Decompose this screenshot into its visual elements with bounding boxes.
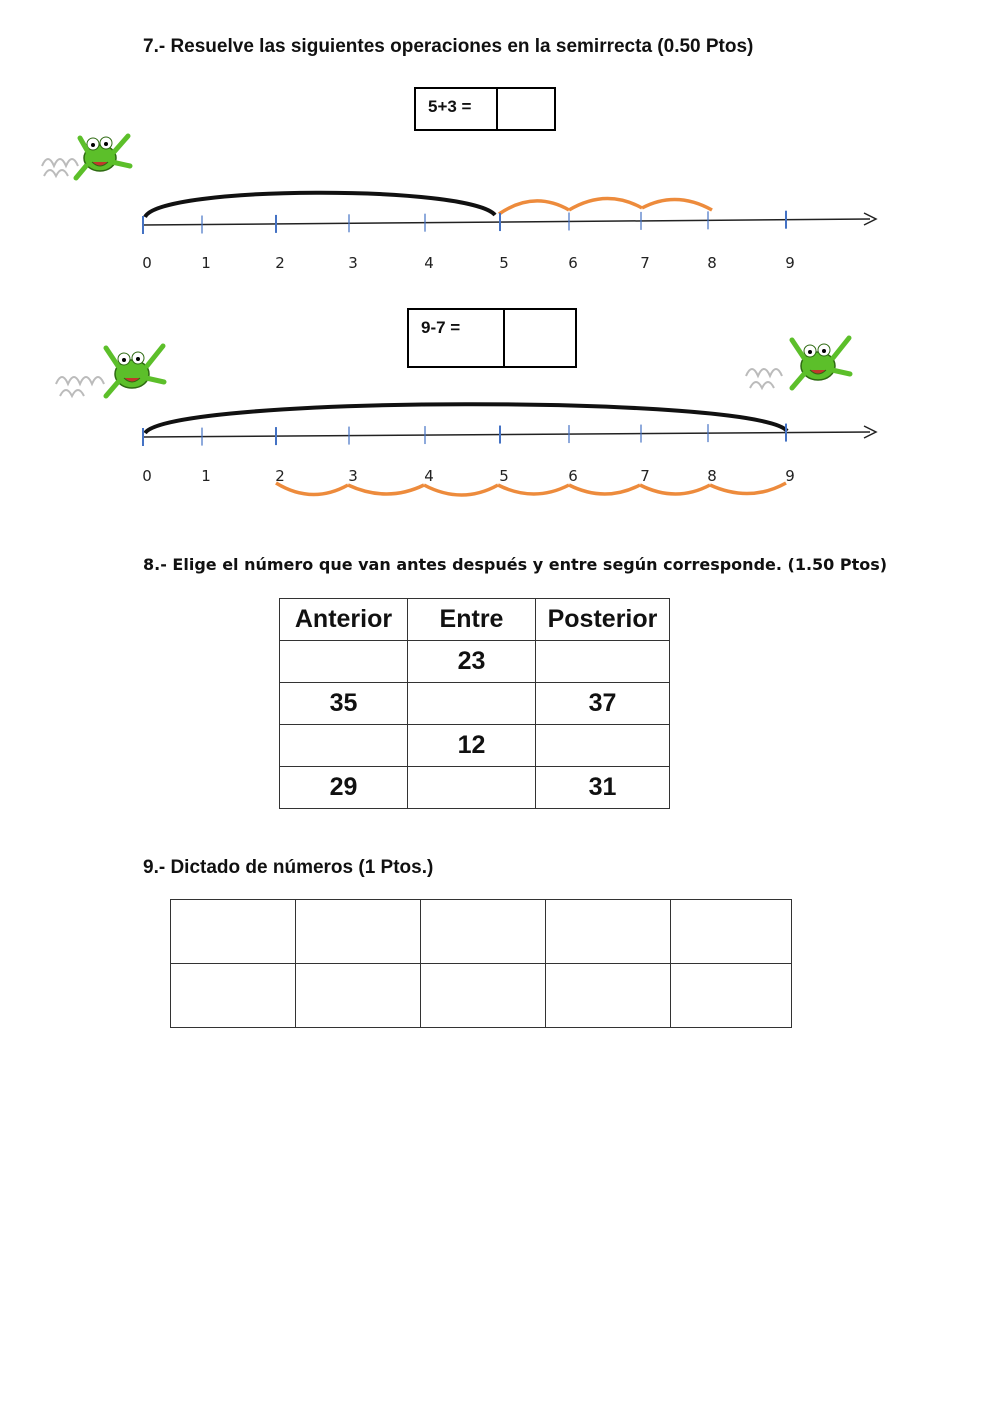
dictation-cell[interactable] bbox=[421, 900, 546, 964]
dictation-cell[interactable] bbox=[171, 900, 296, 964]
frog-icon bbox=[740, 326, 860, 396]
table-cell: 35 bbox=[280, 683, 408, 725]
dictation-table bbox=[170, 899, 792, 1028]
hop-arc bbox=[569, 485, 640, 494]
table-row bbox=[280, 725, 670, 767]
table-row bbox=[280, 641, 670, 683]
tick-label: 0 bbox=[142, 254, 152, 272]
table-cell[interactable] bbox=[280, 725, 408, 767]
tick-label: 4 bbox=[424, 254, 434, 272]
tick-label: 8 bbox=[707, 467, 717, 485]
tick-label: 3 bbox=[348, 467, 358, 485]
number-line-1 bbox=[0, 180, 1000, 280]
jump-arc-0-to-9 bbox=[145, 404, 787, 433]
tick-label: 9 bbox=[785, 467, 795, 485]
table-cell: 12 bbox=[408, 725, 536, 767]
operation-1-answer-box[interactable] bbox=[496, 87, 556, 131]
tick-label: 8 bbox=[707, 254, 717, 272]
dictation-cell[interactable] bbox=[421, 964, 546, 1028]
header-anterior: Anterior bbox=[280, 599, 408, 641]
section-7-title: 7.- Resuelve las siguientes operaciones en la semirrecta (0.50 Ptos) bbox=[143, 36, 754, 57]
tick-label: 2 bbox=[275, 254, 285, 272]
tick-label: 1 bbox=[201, 467, 211, 485]
dictation-cell[interactable] bbox=[296, 900, 421, 964]
before-after-table bbox=[279, 598, 670, 809]
dictation-cell[interactable] bbox=[546, 964, 671, 1028]
section-8-title: 8.- Elige el número que van antes después y entre según corresponde. (1.50 Ptos) bbox=[143, 555, 888, 574]
section-9-title: 9.- Dictado de números (1 Ptos.) bbox=[143, 857, 434, 878]
tick-label: 7 bbox=[640, 254, 650, 272]
table-cell: 23 bbox=[408, 641, 536, 683]
hop-arc bbox=[642, 199, 712, 210]
table-row bbox=[280, 767, 670, 809]
header-posterior: Posterior bbox=[536, 599, 670, 641]
header-entre: Entre bbox=[408, 599, 536, 641]
hop-arc bbox=[424, 485, 498, 495]
number-line-axis bbox=[143, 219, 870, 225]
table-row bbox=[171, 900, 792, 964]
hop-arcs bbox=[499, 198, 712, 214]
tick-label: 5 bbox=[499, 254, 509, 272]
tick-label: 0 bbox=[142, 467, 152, 485]
tick-label: 2 bbox=[275, 467, 285, 485]
number-line-axis bbox=[143, 432, 870, 437]
hop-arc bbox=[276, 483, 348, 495]
table-cell[interactable] bbox=[536, 725, 670, 767]
table-row bbox=[171, 964, 792, 1028]
dictation-cell[interactable] bbox=[171, 964, 296, 1028]
operation-box-2 bbox=[407, 308, 577, 368]
dictation-cell[interactable] bbox=[296, 964, 421, 1028]
tick-label: 6 bbox=[568, 467, 578, 485]
hop-arc bbox=[640, 485, 710, 494]
table-cell: 29 bbox=[280, 767, 408, 809]
tick-label: 9 bbox=[785, 254, 795, 272]
tick-label: 1 bbox=[201, 254, 211, 272]
tick-label: 6 bbox=[568, 254, 578, 272]
frog-icon bbox=[50, 334, 170, 404]
operation-2-answer-box[interactable] bbox=[503, 308, 577, 368]
tick-label: 4 bbox=[424, 467, 434, 485]
table-cell[interactable] bbox=[536, 641, 670, 683]
operation-2-expression: 9-7 = bbox=[421, 318, 461, 337]
dictation-cell[interactable] bbox=[671, 900, 792, 964]
table-row bbox=[280, 683, 670, 725]
operation-1-expression: 5+3 = bbox=[428, 97, 472, 116]
dictation-cell[interactable] bbox=[671, 964, 792, 1028]
jump-arc-0-to-5 bbox=[145, 193, 495, 217]
hop-arc bbox=[710, 483, 786, 494]
table-cell: 31 bbox=[536, 767, 670, 809]
table-cell[interactable] bbox=[280, 641, 408, 683]
table-cell[interactable] bbox=[408, 767, 536, 809]
tick-label: 7 bbox=[640, 467, 650, 485]
frog-icon bbox=[36, 122, 136, 184]
table-cell: 37 bbox=[536, 683, 670, 725]
tick-label: 5 bbox=[499, 467, 509, 485]
tick-label: 3 bbox=[348, 254, 358, 272]
hop-arc bbox=[348, 485, 424, 494]
operation-box-1 bbox=[414, 87, 556, 131]
table-cell[interactable] bbox=[408, 683, 536, 725]
hop-arc bbox=[569, 198, 642, 210]
number-line-2 bbox=[0, 395, 1000, 505]
hop-arc bbox=[499, 201, 569, 214]
hop-arc bbox=[498, 485, 569, 494]
dictation-cell[interactable] bbox=[546, 900, 671, 964]
